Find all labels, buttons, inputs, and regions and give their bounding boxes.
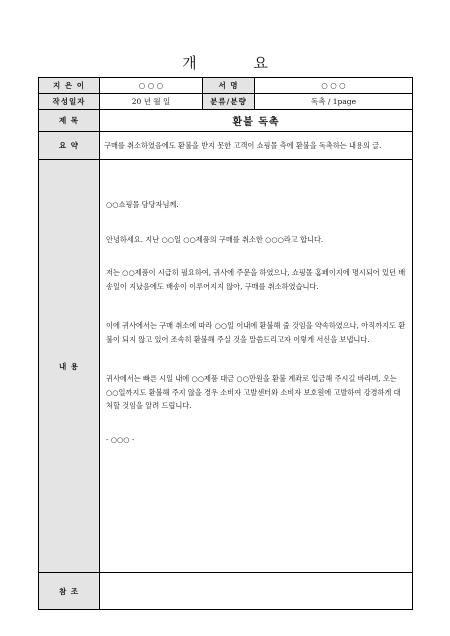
letter-paragraph-1: 안녕하세요. 지난 ○○일 ○○제품의 구매를 취소한 ○○○라고 합니다. [106, 234, 324, 244]
subject-label: 제 목 [39, 110, 100, 132]
signature-value: ○ ○ ○ [255, 78, 413, 94]
letter-greeting: ○○쇼핑몰 담당자님께. [106, 200, 179, 209]
subject-row [39, 110, 413, 132]
date-category-row [39, 94, 413, 110]
document-title: 개 요 [182, 54, 294, 72]
category-value: 독촉 / 1page [255, 94, 413, 110]
author-value: ○ ○ ○ [100, 78, 203, 94]
reference-value [100, 573, 413, 610]
author-label: 지 은 이 [39, 78, 100, 94]
date-label: 작성일자 [39, 94, 100, 110]
category-label: 분류/분량 [203, 94, 255, 110]
letter-paragraph-4: 귀사에서는 빠른 시일 내에 ○○제품 대금 ○○만원을 환불 계좌로 입금해 주시길 바라며, 오는 ○○일까지도 환불해 주지 않을 경우 소비자 고발센터와 소비자 보호원에 고발하여 강경하게 대처할 것임을 알려 드립니다. [106, 374, 401, 410]
letter-body [100, 160, 413, 573]
letter-paragraph-3: 이에 귀사에서는 구매 취소에 따라 ○○일 이내에 환불해 줄 것임을 약속하였으나, 아직까지도 환불이 되지 않고 있어 조속히 환불해 주실 것을 말씀드리고자 이렇게 서신을 보냅니다. [106, 321, 406, 344]
summary-form-table [38, 77, 413, 610]
content-label: 내 용 [39, 160, 100, 573]
reference-row [39, 573, 413, 610]
signature-label: 서 명 [203, 78, 255, 94]
summary-value: 구매를 취소하였음에도 환불을 받지 못한 고객이 쇼핑몰 측에 환불을 독촉하는 내용의 글. [100, 132, 413, 160]
content-row [39, 160, 413, 573]
summary-label: 요 약 [39, 132, 100, 160]
summary-row [39, 132, 413, 160]
subject-value: 환불 독촉 [100, 110, 413, 132]
letter-paragraph-2: 저는 ○○제품이 시급히 필요하여, 귀사에 주문을 하였으나, 쇼핑몰 홈페이지에 명시되어 있던 배송일이 지났음에도 배송이 이루어지지 않아, 구매를 취소하였습니다. [106, 268, 406, 291]
letter-signoff: - ○○○ - [106, 434, 135, 444]
reference-label: 참 조 [39, 573, 100, 610]
author-row [39, 78, 413, 94]
date-value: 20 년 월 일 [100, 94, 203, 110]
